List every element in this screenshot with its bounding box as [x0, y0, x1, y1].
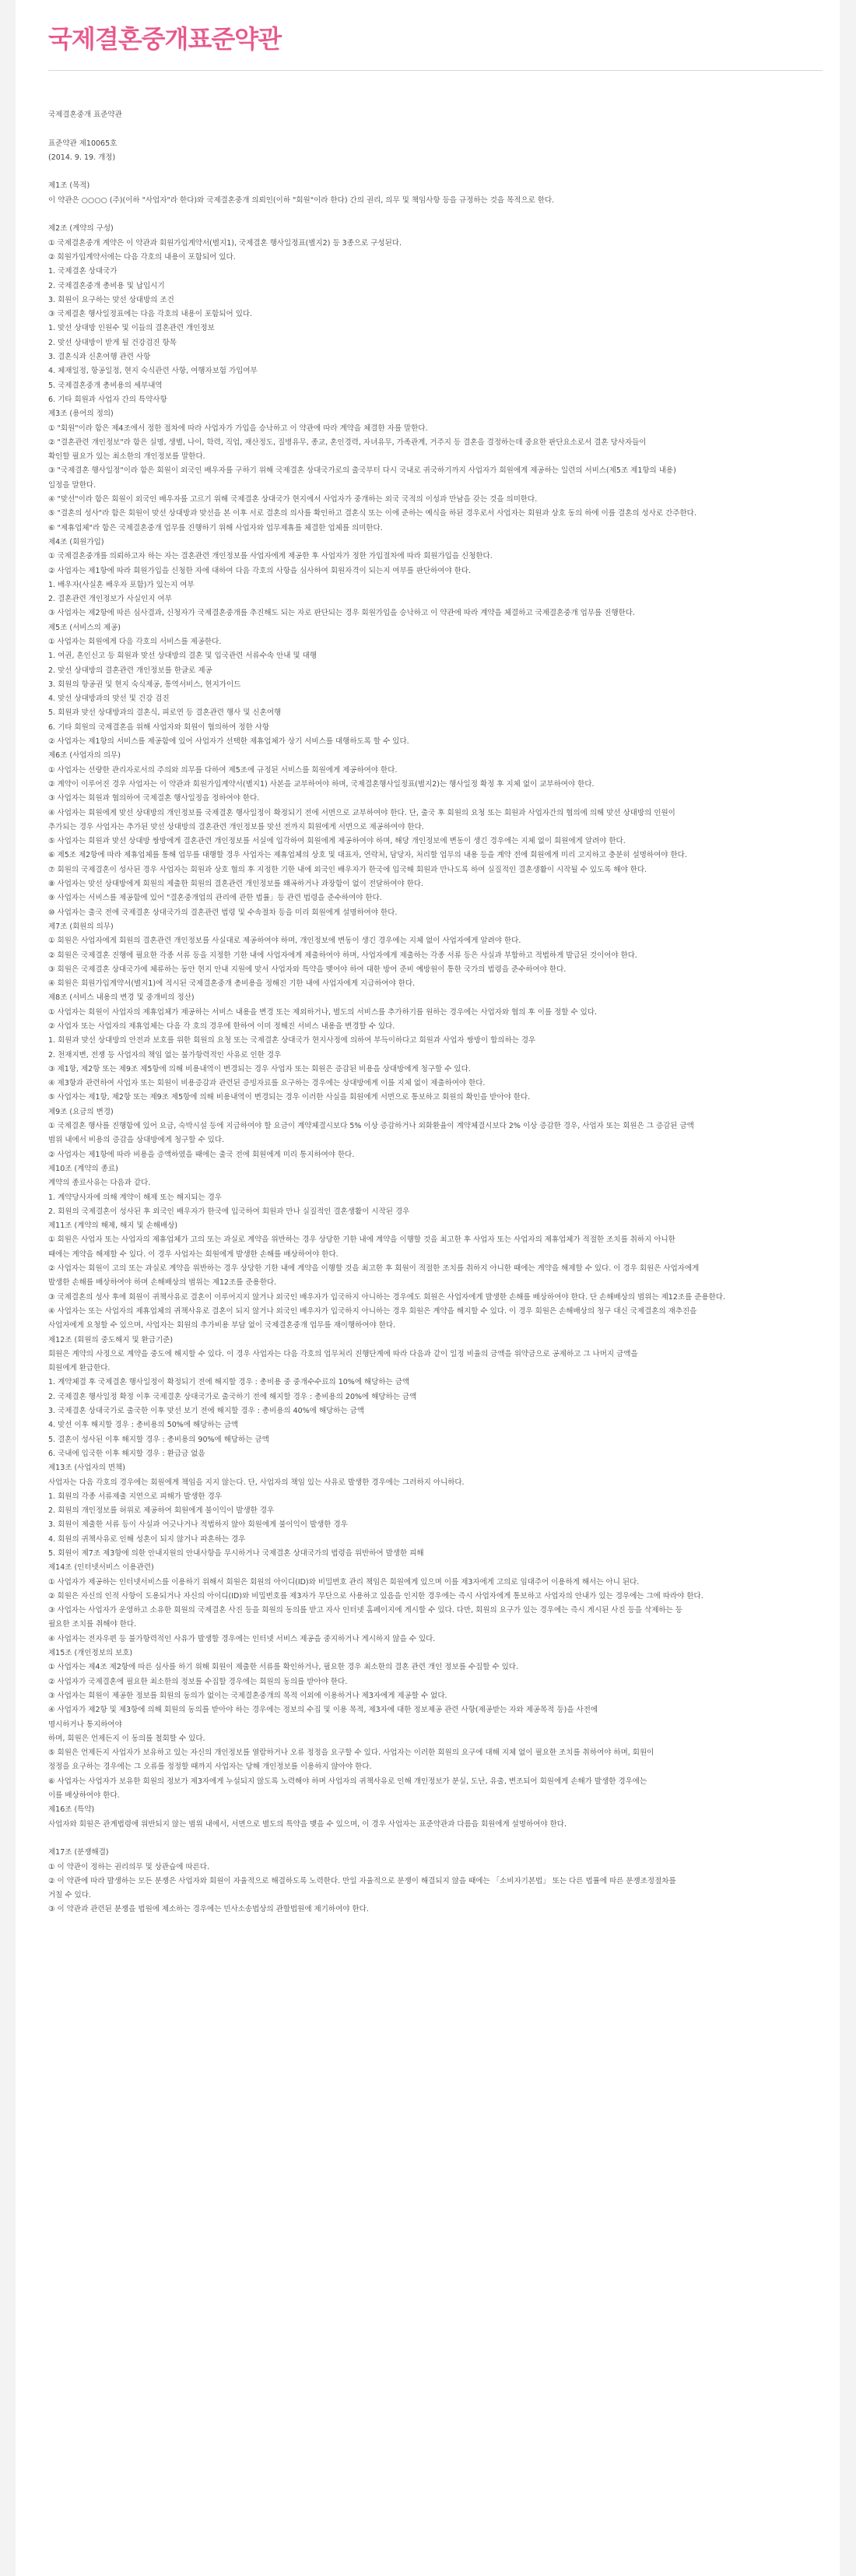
text-line: 5. 회원이 제7조 제3항에 의한 안내지원의 안내사항을 무시하거나 국제결혼 상대국가의 법령을 위반하여 발생한 피해	[48, 1548, 424, 1558]
text-line: ① 국제결혼중개를 의뢰하고자 하는 자는 결혼관련 개인정보를 사업자에게 제공한 후 사업자가 정한 가입절차에 따라 회원가입을 신청한다.	[48, 552, 493, 561]
terms-body	[48, 108, 823, 1917]
text-line: ④ 사업자는 또는 사업자의 제휴업체의 귀책사유로 결혼이 되지 않거나 외국인 배우자가 입국하지 아니하는 경우 회원은 계약을 해지할 수 있다. 이 경우 회원은 손해배상의 청구 대신 국제결혼의 재추진을	[48, 1306, 697, 1316]
page-title: 국제결혼중개표준약관	[48, 24, 282, 54]
text-line: 6. 기타 회원과 사업자 간의 특약사항	[48, 395, 167, 404]
text-line: 6. 기타 회원의 국제결혼을 위해 사업자와 회원이 협의하여 정한 사항	[48, 722, 270, 732]
text-line: ③ 국제결혼의 성사 후에 회원이 귀책사유로 결혼이 이루어지지 않거나 외국인 배우자가 입국하지 아니하는 경우에도 회원은 사업자에게 발생한 손해를 배상하여야 한다. 단 손해배상의 범위는 제12조를 준용한다.	[48, 1292, 725, 1302]
text-line: ② 사업자는 제1항에 따라 회원가입을 신청한 자에 대하여 다음 각호의 사항을 심사하여 회원자격이 되는지 여부를 판단하여야 한다.	[48, 566, 472, 575]
text-line: ③ 이 약관과 관련된 분쟁을 법원에 제소하는 경우에는 민사소송법상의 관할법원에 제기하여야 한다.	[48, 1905, 369, 1914]
text-line: 제10조 (계약의 종료)	[48, 1164, 118, 1173]
text-line: 1. 국제결혼 상대국가	[48, 267, 118, 276]
text-line: 발생한 손해를 배상하여야 하며 손해배상의 범위는 제12조를 준용한다.	[48, 1278, 277, 1288]
text-line: 국제결혼중개 표준약관	[48, 111, 122, 119]
text-line: 제1조 (목적)	[48, 181, 90, 191]
text-line: 2. 맞선 상대방이 받게 될 건강검진 항목	[48, 338, 177, 347]
text-line: ④ 사업자는 전자우편 등 불가항력적인 사유가 발생할 경우에는 인터넷 서비스 제공을 중지하거나 게시하지 않을 수 있다.	[48, 1634, 436, 1643]
text-line: ① 사업자는 선량한 관리자로서의 주의와 의무를 다하여 제5조에 규정된 서비스를 회원에게 제공하여야 한다.	[48, 765, 398, 775]
text-line: 1. 회원의 각종 서류제출 지연으로 피해가 발생한 경우	[48, 1492, 222, 1501]
text-line: 추가되는 경우 사업자는 추가된 맞선 상대방의 결혼관련 개인정보를 맞선 전까지 회원에게 서면으로 제공하여야 한다.	[48, 822, 424, 831]
text-line: 2. 천재지변, 전쟁 등 사업자의 책임 없는 불가항력적인 사유로 인한 경우	[48, 1050, 282, 1060]
text-line: ④ 회원은 회원가입계약서(별지1)에 적시된 국제결혼중개 총비용을 정해진 기한 내에 사업자에게 지급하여야 한다.	[48, 979, 416, 989]
document-page	[16, 0, 840, 2576]
text-line: 제3조 (용어의 정의)	[48, 409, 114, 419]
text-line: 5. 국제결혼중개 총비용의 세부내역	[48, 381, 163, 390]
text-line: ⑨ 사업자는 서비스를 제공함에 있어 "결혼중개업의 관리에 관한 법률」등 관련 법령을 준수하여야 한다.	[48, 894, 382, 903]
text-line: ② 이 약관에 따라 발생하는 모든 분쟁은 사업자와 회원이 자율적으로 해결하도록 노력한다. 만일 자율적으로 분쟁이 해결되지 않을 때에는 「소비자기본법」 또는 다른 법률에 따른 분쟁조정절차를	[48, 1876, 676, 1885]
text-line: ② 사업자는 제1항에 따라 비용을 증액하였을 때에는 출국 전에 회원에게 미리 통지하여야 한다.	[48, 1150, 355, 1159]
text-line: ⑧ 사업자는 맞선 상대방에게 회원의 제출한 회원의 결혼관련 개인정보를 왜곡하거나 과장함이 없이 전달하여야 한다.	[48, 880, 424, 889]
text-line: ② 회원가입계약서에는 다음 각호의 내용이 포함되어 있다.	[48, 252, 236, 262]
text-line: ⑤ 사업자는 제1항, 제2항 또는 제9조 제5항에 의해 비용내역이 변경되는 경우 이러한 사실을 회원에게 서면으로 통보하고 회원의 확인을 받아야 한다.	[48, 1093, 531, 1102]
text-line: 확인할 필요가 있는 최소한의 개인정보를 말한다.	[48, 452, 205, 462]
text-line: 제8조 (서비스 내용의 변경 및 중개비의 정산)	[48, 993, 195, 1003]
text-line: ⑩ 사업자는 출국 전에 국제결혼 상대국가의 결혼관련 법령 및 수속절차 등을 미리 회원에게 설명하여야 한다.	[48, 908, 398, 917]
text-line: 제9조 (요금의 변경)	[48, 1107, 114, 1116]
text-line: 6. 국내에 입국한 이후 해지할 경우 : 환급금 없음	[48, 1449, 205, 1458]
text-line: 이를 배상하여야 한다.	[48, 1791, 120, 1801]
text-line: 명시하거나 통지하여야	[48, 1720, 122, 1729]
text-line: 1. 계약당사자에 의해 계약이 해제 또는 해지되는 경우	[48, 1193, 222, 1202]
text-line: 1. 여권, 혼인신고 등 회원과 맞선 상대방의 결혼 및 입국관련 서류수속 안내 및 대행	[48, 652, 317, 661]
text-line: 3. 회원이 제출한 서류 등이 사실과 어긋나거나 적법하지 않아 회원에게 불이익이 발생한 경우	[48, 1520, 348, 1530]
text-line: ⑥ 제5조 제2항에 따라 제휴업체를 통해 업무를 대행할 경우 사업자는 제휴업체의 상호 및 대표자, 연락처, 담당자, 처리할 업무의 내용 등을 계약 전에 회원에게 미리 고지하고 충분히 설명하여야 한다.	[48, 851, 687, 860]
text-line: 하며, 회원은 언제든지 이 동의를 철회할 수 있다.	[48, 1734, 205, 1743]
text-line: ① 국제결혼 행사를 진행함에 있어 요금, 숙박시설 등에 지급하여야 할 요금이 계약체결시보다 5% 이상 증감하거나 외화환율이 계약체결시보다 2% 이상 증감한 경우, 사업자 또는 회원은 그 증감된 금액	[48, 1122, 694, 1131]
text-line: 1. 계약체결 후 국제결혼 행사일정이 확정되기 전에 해지할 경우 : 총비용 중 중개수수료의 10%에 해당하는 금액	[48, 1378, 410, 1387]
blank-line	[48, 165, 823, 179]
text-line: ③ 제1항, 제2항 또는 제9조 제5항에 의해 비용내역이 변경되는 경우 사업자 또는 회원은 증감된 비용을 상대방에게 청구할 수 있다.	[48, 1064, 471, 1074]
text-line: (2014. 9. 19. 개정)	[48, 153, 116, 162]
text-line: 1. 회원과 맞선 상대방의 안전과 보호를 위한 회원의 요청 또는 국제결혼 상대국가 현지사정에 의하여 부득이하다고 회원과 사업자 쌍방이 합의하는 경우	[48, 1036, 536, 1046]
text-line: 2. 회원의 개인정보를 허위로 제공하여 회원에게 불이익이 발생한 경우	[48, 1506, 275, 1516]
text-line: 4. 맞선 이후 해지할 경우 : 총비용의 50%에 해당하는 금액	[48, 1421, 239, 1430]
blank-line	[48, 122, 823, 136]
text-line: 2. 결혼관련 개인정보가 사실인지 여부	[48, 595, 172, 604]
text-line: ③ 회원은 국제결혼 상대국가에 체류하는 동안 현지 안내 지원에 맞서 사업자와 특약을 맺어야 하여 대한 방어 준비 예방원이 통한 국가의 법령을 준수하여야 한다.	[48, 965, 567, 974]
text-line: ② 사업자는 회원이 고의 또는 과실로 계약을 위반하는 경우 상당한 기한 내에 계약을 이행할 것을 최고한 후 회원이 적절한 조치를 취하지 아니한 때에는 계약을 해제할 수 있다. 이 경우 회원은 사업자에게	[48, 1264, 700, 1274]
text-line: 회원에게 환급한다.	[48, 1364, 111, 1373]
text-line: 제16조 (특약)	[48, 1805, 95, 1815]
text-line: 제17조 (분쟁해결)	[48, 1848, 109, 1857]
text-line: ③ 사업자는 회원이 제공한 정보를 회원의 동의가 없이는 국제결혼중개의 목적 이외에 이용하거나 제3자에게 제공할 수 없다.	[48, 1691, 447, 1700]
text-line: ④ 사업자가 제2항 및 제3항에 의해 회원의 동의를 받아야 하는 경우에는 정보의 수집 및 이용 목적, 제3자에 대한 정보제공 관련 사항(제공받는 자와 제공목적 등)을 사전에	[48, 1706, 598, 1715]
text-line: 제11조 (계약의 해제, 해지 및 손해배상)	[48, 1221, 178, 1231]
text-line: 때에는 계약을 해제할 수 있다. 이 경우 사업자는 회원에게 발생한 손해를 배상하여야 한다.	[48, 1249, 339, 1259]
text-line: ⑤ 회원은 언제든지 사업자가 보유하고 있는 자신의 개인정보를 열람하거나 오류 정정을 요구할 수 있다. 사업자는 이러한 회원의 요구에 대해 지체 없이 필요한 조치를 취하여야 하며, 회원이	[48, 1748, 654, 1758]
text-line: ① 사업자는 제4조 제2항에 따른 심사를 하기 위해 회원이 제출한 서류를 확인하거나, 필요한 경우 최소한의 결혼 관련 개인 정보를 수집할 수 있다.	[48, 1663, 518, 1672]
text-line: ⑤ "결혼의 성사"라 함은 회원이 맞선 상대방과 맞선을 본 이후 서로 결혼의 의사를 확인하고 결혼식 또는 이에 준하는 예식을 하된 경우로서 사업자는 회원과 상호 동의 하에 이를 결혼의 성사로 간주한다.	[48, 509, 696, 518]
text-line: 사업자는 다음 각호의 경우에는 회원에게 책임을 지지 않는다. 단, 사업자의 책임 있는 사유로 발생한 경우에는 그러하지 아니하다.	[48, 1478, 465, 1487]
text-line: ④ 사업자는 회원에게 맞선 상대방의 개인정보를 국제결혼 행사일정이 확정되기 전에 서면으로 교부하여야 한다. 단, 출국 후 회원의 요청 또는 회원과 사업자간의 협의에 의해 맞선 상대방의 인원이	[48, 808, 675, 817]
text-line: 필요한 조치를 취해야 한다.	[48, 1620, 137, 1629]
text-line: ① 회원은 사업자에게 회원의 결혼관련 개인정보를 사실대로 제공하여야 하며, 개인정보에 변동이 생긴 경우에는 지체 없이 사업자에게 알려야 한다.	[48, 937, 521, 946]
text-line: 5. 회원과 맞선 상대방과의 결혼식, 피로연 등 결혼관련 행사 및 신혼여행	[48, 708, 282, 718]
text-line: 제13조 (사업자의 면책)	[48, 1464, 125, 1473]
text-line: 정정을 요구하는 경우에는 그 오류를 정정할 때까지 사업자는 당해 개인정보를 이용하지 않아야 한다.	[48, 1762, 372, 1772]
text-line: 제6조 (사업자의 의무)	[48, 751, 121, 761]
blank-line	[48, 208, 823, 222]
text-line: 계약의 종료사유는 다음과 같다.	[48, 1179, 151, 1188]
text-line: 3. 회원이 요구하는 맞선 상대방의 조건	[48, 295, 174, 304]
text-line: ④ "맞선"이라 함은 회원이 외국인 배우자를 고르기 위해 국제결혼 상대국가 현지에서 사업자가 중개하는 외국 국적의 이성과 만남을 갖는 것을 의미한다.	[48, 495, 538, 504]
text-line: 1. 배우자(사실혼 배우자 포함)가 있는지 여부	[48, 580, 195, 589]
text-line: 사업자와 회원은 관계법령에 위반되지 않는 범위 내에서, 서면으로 별도의 특약을 맺을 수 있으며, 이 경우 사업자는 표준약관과 다름을 회원에게 설명하여야 한다.	[48, 1819, 567, 1829]
text-line: ① 사업자가 제공하는 인터넷서비스를 이용하기 위해서 회원은 회원의 아이디(ID)와 비밀번호 관리 책임은 회원에게 있으며 이를 제3자에게 고의로 임대주어 이용하게 해서는 아니 된다.	[48, 1577, 640, 1587]
text-line: ② "결혼관련 개인정보"라 함은 실명, 생별, 나이, 학력, 직업, 재산정도, 질병유무, 종교, 혼인경력, 자녀유무, 가족관계, 거주지 등 결혼을 결정하는데 중요한 판단요소로서 결혼 당사자들이	[48, 438, 647, 447]
text-line: ⑥ "제휴업체"라 함은 국제결혼중개 업무를 진행하기 위해 사업자와 업무제휴를 체결한 업체를 의미한다.	[48, 523, 383, 532]
text-line: 표준약관 제10065호	[48, 139, 118, 148]
text-line: 1. 맞선 상대방 인원수 및 이들의 결혼관련 개인정보	[48, 324, 215, 333]
text-line: 2. 국제결혼 행사일정 확정 이후 국제결혼 상대국가로 출국하기 전에 해지할 경우 : 총비용의 20%에 해당하는 금액	[48, 1392, 417, 1401]
text-line: ② 사업자가 국제결혼에 필요한 최소한의 정보를 수집할 경우에는 회원의 동의를 받아야 한다.	[48, 1677, 348, 1686]
text-line: 회원은 계약의 사정으로 계약을 중도에 해지할 수 있다. 이 경우 사업자는 다음 각호의 업무처리 진행단계에 따라 다음과 같이 일정 비율의 금액을 위약금으로 공제하고 그 나머지 금액을	[48, 1349, 638, 1358]
text-line: 4. 맞선 상대방과의 맞선 및 건강 검진	[48, 694, 170, 704]
text-line: 제2조 (계약의 구성)	[48, 224, 114, 234]
text-line: 2. 맞선 상대방의 결혼관련 개인정보를 한글로 제공	[48, 666, 212, 675]
text-line: ③ 사업자는 회원과 협의하여 국제결혼 행사일정을 정하여야 한다.	[48, 794, 260, 803]
text-line: 3. 국제결혼 상대국가로 출국한 이후 맞선 보기 전에 해지할 경우 : 총비용의 40%에 해당하는 금액	[48, 1407, 365, 1416]
text-line: ⑦ 회원의 국제결혼이 성사된 경우 사업자는 회원과 상호 협의 후 지정한 기한 내에 외국인 배우자가 한국에 입국해 회원과 만나도록 하여 실질적인 결혼생활이 시작될 수 있도록 해야 한다.	[48, 865, 647, 874]
text-line: 4. 체재일정, 항공일정, 현지 숙식관련 사항, 여행자보험 가입여부	[48, 367, 258, 376]
text-line: ② 사업자 또는 사업자의 제휴업체는 다음 각 호의 경우에 한하여 이미 정해진 서비스 내용을 변경할 수 있다.	[48, 1022, 395, 1031]
text-line: 거칠 수 있다.	[48, 1891, 91, 1900]
text-line: ② 계약이 이루어진 경우 사업자는 이 약관과 회원가입계약서(별지1) 사본을 교부하여야 하며, 국제결혼행사일정표(별지2)는 행사일정 확정 후 지체 없이 교부하여야 한다.	[48, 779, 595, 789]
text-line: ① 국제결혼중개 계약은 이 약관과 회원가입계약서(별지1), 국제결혼 행사일정표(별지2) 등 3종으로 구성된다.	[48, 238, 402, 248]
text-line: 제14조 (인터넷서비스 이용관련)	[48, 1563, 154, 1573]
text-line: ① 회원은 사업자 또는 사업자의 제휴업체가 고의 또는 과실로 계약을 위반하는 경우 상당한 기한 내에 계약을 이행할 것을 최고한 후 사업자 또는 사업자의 제휴업체가 적절한 조치를 취하지 아니한	[48, 1235, 675, 1245]
text-line: 3. 결혼식과 신혼여행 관련 사항	[48, 353, 151, 362]
text-line: ① 사업자는 회원에게 다음 각호의 서비스를 제공한다.	[48, 637, 222, 646]
text-line: ④ 제3항과 관련하여 사업자 또는 회원이 비용증감과 관련된 증빙자료를 요구하는 경우에는 상대방에게 이를 지체 없이 제출하여야 한다.	[48, 1079, 486, 1088]
text-line: ② 회원은 국제결혼 진행에 필요한 각종 서류 등을 지정한 기한 내에 사업자에게 제출하여야 하며, 사업자에게 제출하는 각종 서류 등은 사실과 부합하고 적법하게 발급된 것이어야 한다.	[48, 951, 637, 960]
text-line: 2. 국제결혼중개 총비용 및 납입시기	[48, 281, 165, 290]
text-line: 제7조 (회원의 의무)	[48, 922, 114, 931]
text-line: 이 약관은 ○○○○ (주)(이하 "사업자"라 한다)와 국제결혼중개 의뢰인(이하 "회원"이라 한다) 간의 권리, 의무 및 책임사항 등을 규정하는 것을 목적으로 한다.	[48, 195, 555, 205]
text-line: ② 회원은 자신의 인적 사항이 도용되거나 자신의 아이디(ID)와 비밀번호를 제3자가 무단으로 사용하고 있음을 인지한 경우에는 즉시 사업자에게 통보하고 사업자의 안내가 있는 경우에는 그에 따라야 한다.	[48, 1591, 703, 1601]
text-line: ⑤ 사업자는 회원과 맞선 상대방 쌍방에게 결혼관련 개인정보를 서실에 입각하여 회원에게 제공하여야 하며, 해당 개인정보에 변동이 생긴 경우에는 지체 없이 회원에게 알려야 한다.	[48, 837, 626, 846]
text-line: ③ 사업자는 제2항에 따른 심사결과, 신청자가 국제결혼중개를 추진해도 되는 자로 판단되는 경우 회원가입을 승낙하고 이 약관에 따라 계약을 체결하고 국제결혼중개 업무를 진행한다.	[48, 609, 635, 618]
text-line: 5. 결혼이 성사된 이후 해지할 경우 : 총비용의 90%에 해당하는 금액	[48, 1435, 269, 1444]
text-line: 제5조 (서비스의 제공)	[48, 623, 121, 632]
text-line: ③ 국제결혼 행사일정표에는 다음 각호의 내용이 포함되어 있다.	[48, 310, 253, 319]
text-line: ③ "국제결혼 행사일정"이라 함은 회원이 외국인 배우자를 구하기 위해 국제결혼 상대국가로의 출국부터 다시 국내로 귀국하기까지 사업자가 회원에게 제공하는 일련의 서비스(제5조 제1항의 내용)	[48, 466, 676, 476]
text-line: 사업자에게 요청할 수 있으며, 사업자는 회원의 추가비용 부담 없이 국제결혼중개 업무를 재이행하여야 한다.	[48, 1321, 396, 1330]
text-line: ⑥ 사업자는 사업자가 보유한 회원의 정보가 제3자에게 누설되지 않도록 노력해야 하며 사업자의 귀책사유로 인해 개인정보가 분실, 도난, 유출, 변조되어 회원에게 손해가 발생한 경우에는	[48, 1776, 647, 1786]
text-line: 3. 회원의 항공권 및 현지 숙식제공, 통역서비스, 현지가이드	[48, 680, 241, 689]
text-line: 일정을 말한다.	[48, 480, 96, 490]
text-line: ① 사업자는 회원이 사업자의 제휴업체가 제공하는 서비스 내용을 변경 또는 제외하거나, 별도의 서비스를 추가하기를 원하는 경우에는 사업자와 협의 후 이를 정할 수 있다.	[48, 1007, 598, 1017]
text-line: 제12조 (회원의 중도해지 및 환급기준)	[48, 1335, 174, 1344]
text-line: ③ 사업자는 사업자가 운영하고 소유한 회원의 국제결혼 사진 등을 회원의 동의를 받고 자사 인터넷 홈페이지에 게시할 수 있다. 다만, 회원의 요구가 있는 경우에는 즉시 게시된 사진 등을 삭제하는 등	[48, 1606, 682, 1615]
text-line: 제4조 (회원가입)	[48, 537, 104, 546]
text-line: ① "회원"이라 함은 제4조에서 정한 절차에 따라 사업자가 가입을 승낙하고 이 약관에 따라 계약을 체결한 자를 말한다.	[48, 423, 428, 433]
text-line: 범위 내에서 비용의 증감을 상대방에게 청구할 수 있다.	[48, 1136, 225, 1145]
text-line: 제15조 (개인정보의 보호)	[48, 1649, 133, 1658]
text-line: 4. 회원의 귀책사유로 인해 성혼이 되지 않거나 파혼하는 경우	[48, 1534, 246, 1544]
text-line: 2. 회원의 국제결혼이 성사된 후 외국인 배우자가 한국에 입국하여 회원과 만나 실질적인 결혼생활이 시작된 경우	[48, 1207, 410, 1216]
text-line: ② 사업자는 제1항의 서비스를 제공함에 있어 사업자가 선택한 제휴업체가 상기 서비스를 대행하도록 할 수 있다.	[48, 737, 409, 747]
text-line: ① 이 약관이 정하는 권리의무 및 상관습에 따른다.	[48, 1862, 210, 1871]
blank-line	[48, 1832, 823, 1846]
title-divider	[48, 70, 823, 71]
